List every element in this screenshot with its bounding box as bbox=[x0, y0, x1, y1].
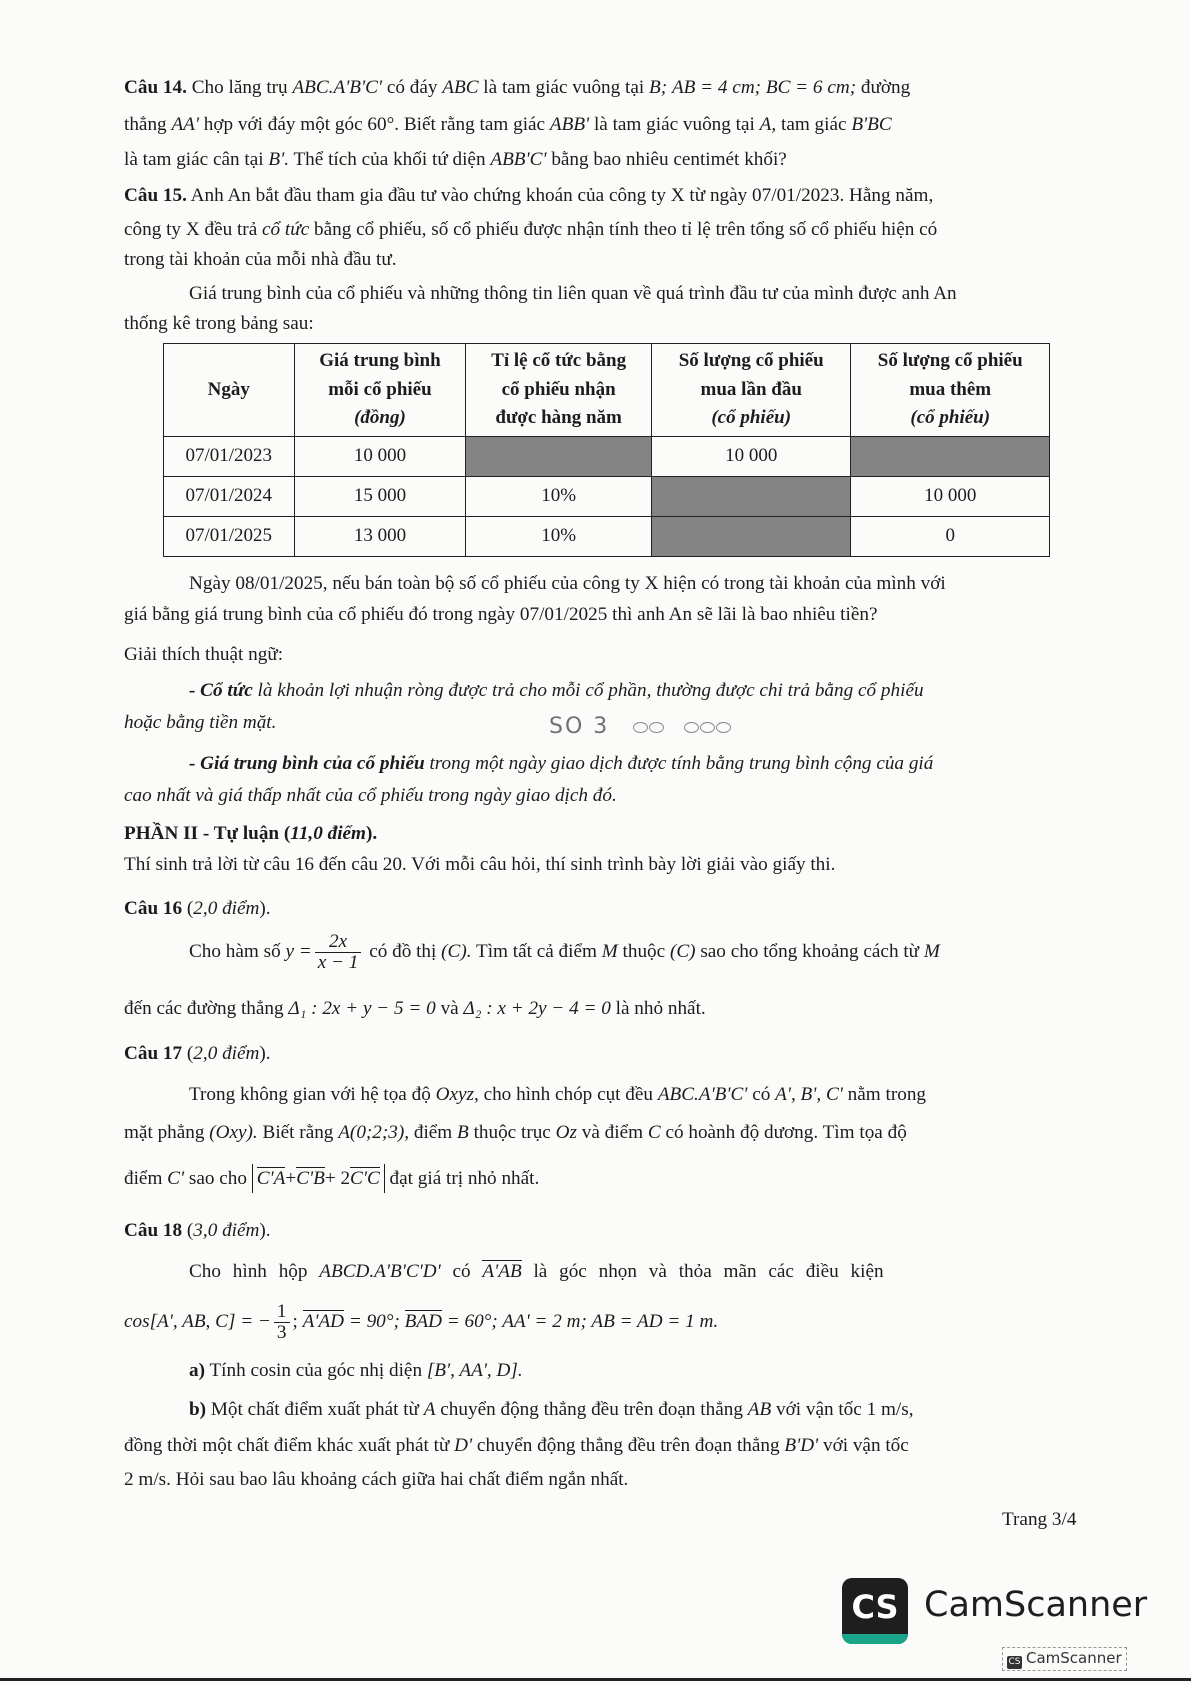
glossary-term: - Giá trung bình của cổ phiếu bbox=[189, 753, 425, 774]
q18-fraction: $\frac{1}{3}$ bbox=[274, 1302, 290, 1343]
glossary-title: Giải thích thuật ngữ: bbox=[124, 644, 284, 665]
q16-line-2: đến các đường thẳng Δ₁ : 2x + y − 5 = 0 và Δ₂ : x + 2y − 4 = 0 là nhỏ nhất. bbox=[124, 998, 706, 1019]
q15-line-4: Giá trung bình của cổ phiếu và những thông tin liên quan về quá trình đầu tư của mình được anh An bbox=[189, 283, 957, 304]
table-cell: 07/01/2023 bbox=[164, 437, 295, 477]
q17-label: Câu 17 bbox=[124, 1043, 183, 1064]
q14-text: là tam giác vuông tại bbox=[593, 114, 755, 135]
q14-math: ABB'C' bbox=[490, 149, 547, 170]
page-number: Trang 3/4 bbox=[1002, 1509, 1077, 1530]
q14-math: B'. bbox=[268, 149, 289, 170]
table-row bbox=[164, 477, 1050, 517]
q16-fraction: $\frac{2x}{x - 1}$ bbox=[315, 932, 362, 973]
q14-text: có đáy bbox=[386, 77, 438, 98]
q15-term: cổ tức bbox=[262, 219, 310, 240]
glossary-item-1 bbox=[189, 679, 924, 702]
table-cell: 07/01/2025 bbox=[164, 517, 295, 557]
camscanner-logo-icon: CS bbox=[842, 1578, 908, 1644]
part2-instruction: Thí sinh trả lời từ câu 16 đến câu 20. Với mỗi câu hỏi, thí sinh trình bày lời giải vào giấy thi. bbox=[124, 854, 836, 875]
q14-text: là tam giác cân tại bbox=[124, 149, 264, 170]
stock-table bbox=[163, 343, 1050, 557]
q14-math: A, bbox=[759, 114, 777, 135]
header-dividend-rate: Tỉ lệ cổ tức bằng cổ phiếu nhận được hàng năm bbox=[466, 344, 652, 437]
q14-label: Câu 14. bbox=[124, 77, 187, 98]
glossary-item-2-cont: cao nhất và giá thấp nhất của cổ phiếu trong ngày giao dịch đó. bbox=[124, 785, 617, 806]
q18-points: 3,0 điểm bbox=[193, 1220, 260, 1241]
table-cell: 10% bbox=[466, 477, 652, 517]
q18-part-b-line-2: đồng thời một chất điểm khác xuất phát từ D' chuyển động thẳng đều trên đoạn thẳng B'D' với vận tốc bbox=[124, 1435, 909, 1456]
q18-part-b-line-3: 2 m/s. Hỏi sau bao lâu khoảng cách giữa hai chất điểm ngắn nhất. bbox=[124, 1469, 629, 1490]
q14-line-3 bbox=[124, 148, 787, 171]
header-ngay: Ngày bbox=[164, 344, 295, 437]
q14-text: tam giác bbox=[780, 114, 847, 135]
q15-label: Câu 15. bbox=[124, 185, 187, 206]
header-avg-price: Giá trung bình mỗi cổ phiếu (đồng) bbox=[294, 344, 466, 437]
camscanner-mini-icon: CS bbox=[1008, 1657, 1021, 1667]
q14-text: bằng bao nhiêu centimét khối? bbox=[551, 149, 787, 170]
handwritten-note: SO 3 bbox=[549, 714, 731, 740]
table-row bbox=[164, 517, 1050, 557]
q14-text: đường bbox=[860, 77, 911, 98]
q14-text: thẳng bbox=[124, 114, 167, 135]
q17-points: 2,0 điểm bbox=[193, 1043, 260, 1064]
q14-line-1 bbox=[124, 76, 910, 99]
q14-text: Thể tích của khối tứ diện bbox=[293, 149, 486, 170]
glossary-term: - Cổ tức bbox=[189, 680, 253, 701]
q18-part-a: a) Tính cosin của góc nhị diện [B', AA', D]. bbox=[189, 1360, 523, 1381]
q17-line-2: mặt phẳng (Oxy). Biết rằng A(0;2;3), điểm B thuộc trục Oz và điểm C có hoành độ dương. Tìm tọa độ bbox=[124, 1122, 907, 1143]
q15-after-1: Ngày 08/01/2025, nếu bán toàn bộ số cổ phiếu của công ty X hiện có trong tài khoản của mình với bbox=[189, 573, 946, 594]
q15-text: Anh An bắt đầu tham gia đầu tư vào chứng khoán của công ty X từ ngày 07/01/2023. Hằng năm, bbox=[190, 185, 934, 206]
q16-label: Câu 16 bbox=[124, 898, 183, 919]
glossary-item-1-cont: hoặc bằng tiền mặt. bbox=[124, 712, 277, 733]
q15-after-2: giá bằng giá trung bình của cổ phiếu đó trong ngày 07/01/2025 thì anh An sẽ lãi là bao nhiêu tiền? bbox=[124, 604, 878, 625]
q15-text: công ty X đều trả bbox=[124, 219, 258, 240]
header-extra-shares: Số lượng cổ phiếu mua thêm (cổ phiếu) bbox=[851, 344, 1050, 437]
q14-math: ABC bbox=[442, 77, 479, 98]
q14-math: B; bbox=[649, 77, 668, 98]
table-row bbox=[164, 437, 1050, 477]
q17-vector-sum: C'A+C'B+ 2C'C bbox=[252, 1164, 385, 1193]
q18-part-b-line-1: b) Một chất điểm xuất phát từ A chuyển động thẳng đều trên đoạn thẳng AB với vận tốc 1 m/s, bbox=[189, 1399, 914, 1420]
table-cell: 07/01/2024 bbox=[164, 477, 295, 517]
glossary-definition: là khoản lợi nhuận ròng được trả cho mỗi cổ phần, thường được chi trả bằng cổ phiếu bbox=[257, 680, 924, 701]
q17-line-1: Trong không gian với hệ tọa độ Oxyz, cho hình chóp cụt đều ABC.A'B'C' có A', B', C' nằm trong bbox=[189, 1084, 927, 1105]
q15-line-2 bbox=[124, 218, 937, 241]
camscanner-watermark bbox=[842, 1574, 1172, 1674]
table-cell: 10 000 bbox=[851, 477, 1050, 517]
q15-line-5: thống kê trong bảng sau: bbox=[124, 313, 314, 334]
table-cell: 10% bbox=[466, 517, 652, 557]
q15-line-3: trong tài khoản của mỗi nhà đầu tư. bbox=[124, 249, 397, 270]
q16-line-1: Cho hàm số y = $\frac{2x}{x - 1}$ có đồ thị (C). Tìm tất cả điểm M thuộc (C) sao cho tổng khoảng cách từ M bbox=[189, 931, 940, 974]
bottom-edge-line bbox=[0, 1678, 1191, 1681]
table-cell-shaded bbox=[651, 477, 851, 517]
q18-label: Câu 18 bbox=[124, 1220, 183, 1241]
q14-math: AA' bbox=[171, 114, 199, 135]
table-cell-shaded bbox=[651, 517, 851, 557]
q14-math: AB = 4 cm; BC = 6 cm; bbox=[671, 77, 857, 98]
table-cell-shaded bbox=[851, 437, 1050, 477]
table-cell: 10 000 bbox=[651, 437, 851, 477]
q14-text: Cho lăng trụ bbox=[191, 77, 288, 98]
glossary-item-2 bbox=[189, 752, 933, 775]
camscanner-small-badge: CS CamScanner bbox=[1002, 1647, 1127, 1671]
table-cell: 0 bbox=[851, 517, 1050, 557]
q16-heading: Câu 16 (2,0 điểm). bbox=[124, 898, 271, 919]
q18-line-2: cos[A', AB, C] = − $\frac{1}{3}$ ; A'AD = 90°; BAD = 60°; AA' = 2 m; AB = AD = 1 m. bbox=[124, 1301, 719, 1344]
q16-points: 2,0 điểm bbox=[193, 898, 260, 919]
q14-text: là tam giác vuông tại bbox=[483, 77, 645, 98]
camscanner-brand-name: CamScanner bbox=[924, 1585, 1148, 1625]
table-cell: 15 000 bbox=[294, 477, 466, 517]
q14-math: ABB' bbox=[549, 114, 590, 135]
q14-math: ABC.A'B'C' bbox=[292, 77, 383, 98]
table-header-row bbox=[164, 344, 1050, 437]
q18-heading: Câu 18 (3,0 điểm). bbox=[124, 1220, 271, 1241]
table-cell: 10 000 bbox=[294, 437, 466, 477]
q14-line-2 bbox=[124, 113, 892, 136]
q14-math: B'BC bbox=[851, 114, 892, 135]
q14-text: hợp với đáy một góc 60°. Biết rằng tam giác bbox=[203, 114, 546, 135]
table-cell: 13 000 bbox=[294, 517, 466, 557]
q15-text: bằng cổ phiếu, số cổ phiếu được nhận tính theo tỉ lệ trên tổng số cổ phiếu hiện có bbox=[314, 219, 938, 240]
header-initial-shares: Số lượng cổ phiếu mua lần đầu (cổ phiếu) bbox=[651, 344, 851, 437]
q15-line-1 bbox=[124, 184, 933, 207]
part2-title: PHẦN II - Tự luận (11,0 điểm). bbox=[124, 823, 378, 844]
q17-line-3: điểm C' sao cho C'A+C'B+ 2C'C đạt giá trị nhỏ nhất. bbox=[124, 1164, 539, 1193]
q17-heading: Câu 17 (2,0 điểm). bbox=[124, 1043, 271, 1064]
q18-line-1: Cho hình hộp ABCD.A'B'C'D' có A'AB là góc nhọn và thỏa mãn các điều kiện bbox=[189, 1261, 884, 1282]
glossary-definition: trong một ngày giao dịch được tính bằng trung bình cộng của giá bbox=[429, 753, 934, 774]
table-cell-shaded bbox=[466, 437, 652, 477]
